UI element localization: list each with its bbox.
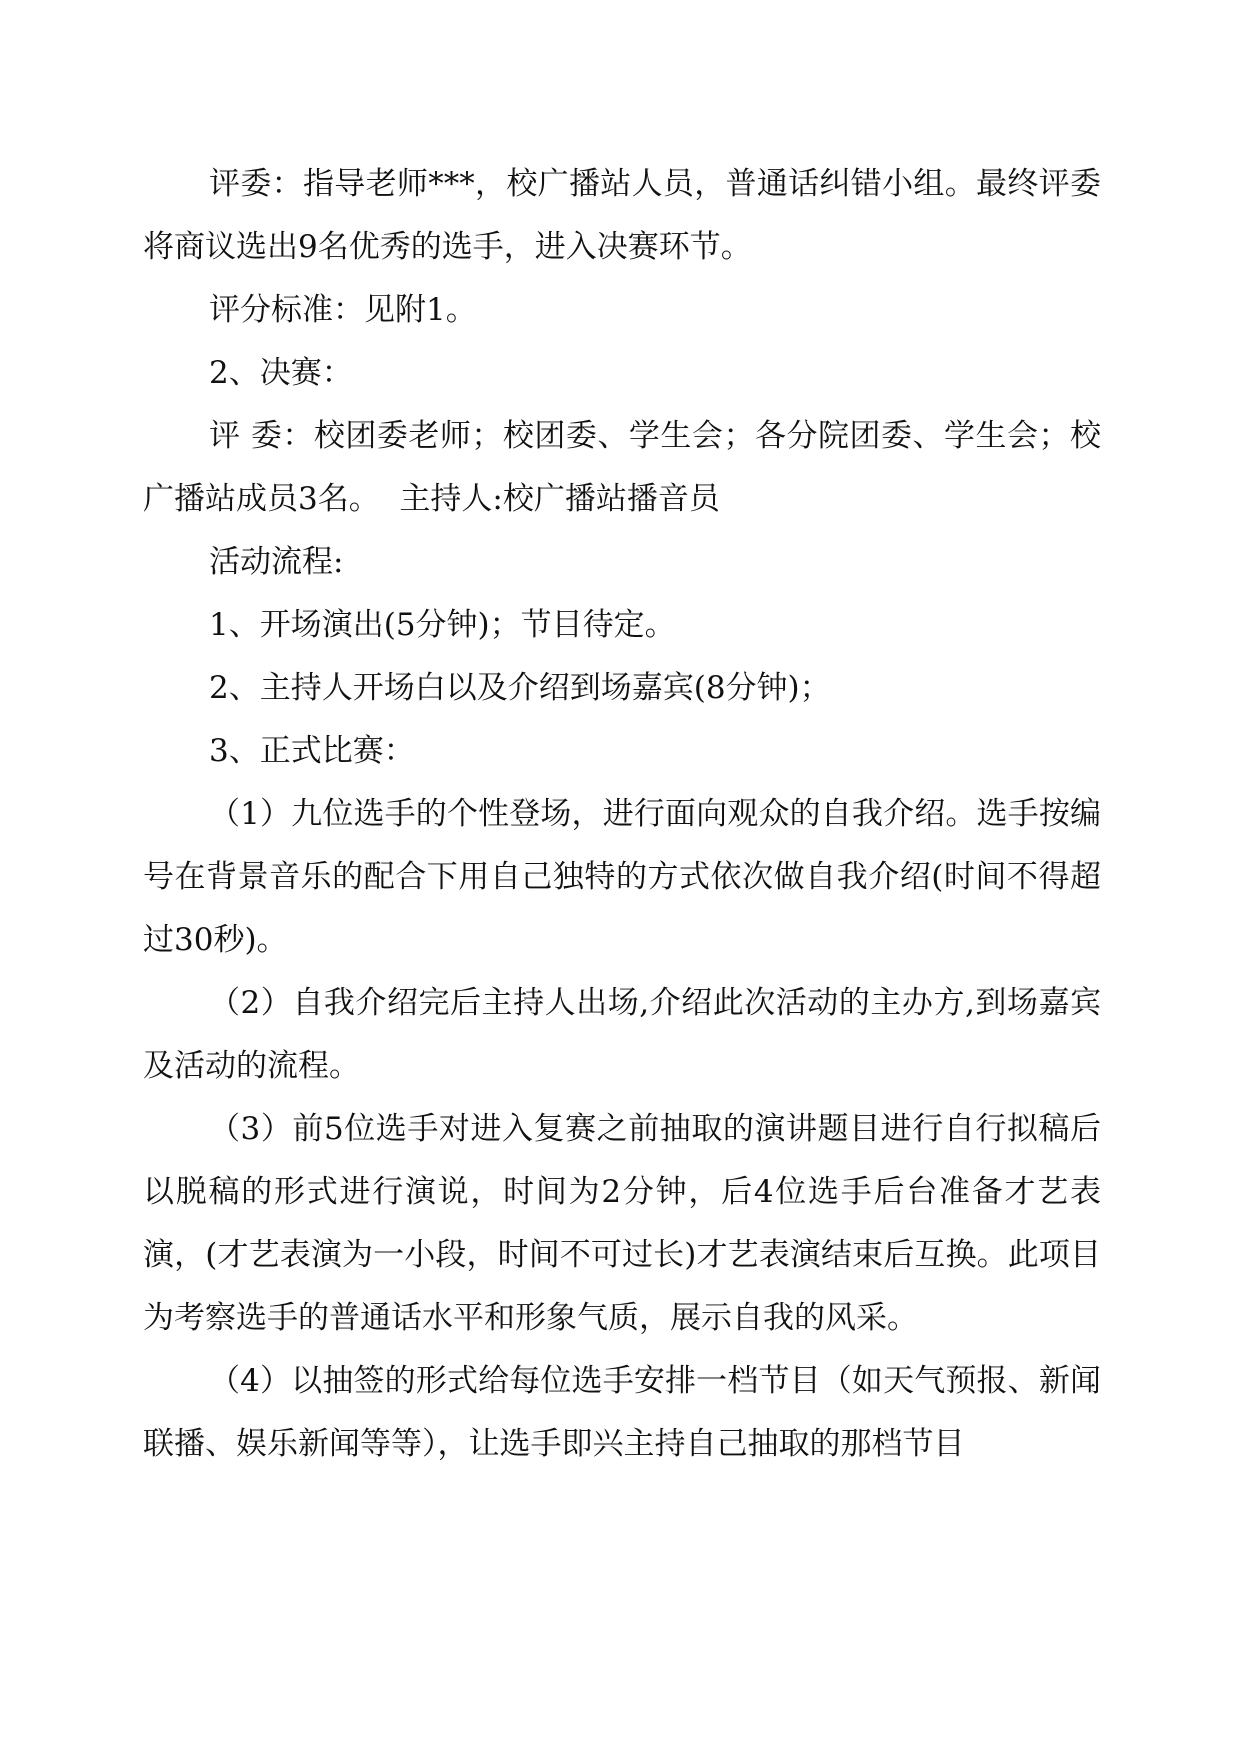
paragraph-judges-prelim: 评委：指导老师***，校广播站人员，普通话纠错小组。最终评委将商议选出9名优秀的选手，进入决赛环节。 bbox=[143, 166, 1101, 265]
paragraph-host-opening: 2、主持人开场白以及介绍到场嘉宾(8分钟)； bbox=[209, 670, 831, 706]
paragraph-item-1: （1）九位选手的个性登场，进行面向观众的自我介绍。选手按编号在背景音乐的配合下用自己独特的方式依次做自我介绍(时间不得超过30秒)。 bbox=[143, 796, 1101, 958]
paragraph-item-2: （2）自我介绍完后主持人出场,介绍此次活动的主办方,到场嘉宾及活动的流程。 bbox=[143, 985, 1101, 1084]
paragraph-formal-competition: 3、正式比赛： bbox=[209, 733, 415, 769]
paragraph-activity-flow-heading: 活动流程: bbox=[209, 544, 344, 580]
paragraph-scoring-criteria: 评分标准：见附1。 bbox=[209, 292, 477, 328]
paragraph-item-3: （3）前5位选手对进入复赛之前抽取的演讲题目进行自行拟稿后以脱稿的形式进行演说，时间为2分钟，后4位选手后台准备才艺表演，(才艺表演为一小段，时间不可过长)才艺表演结束后互换。此项目为考察选手的普通话水平和形象气质，展示自我的风采。 bbox=[143, 1111, 1101, 1336]
document-body bbox=[143, 153, 1101, 1476]
paragraph-final-heading: 2、决赛： bbox=[209, 355, 353, 391]
paragraph-judges-final: 评 委：校团委老师；校团委、学生会；各分院团委、学生会；校广播站成员3名。 主持人:校广播站播音员 bbox=[143, 418, 1101, 517]
paragraph-opening-performance: 1、开场演出(5分钟)；节目待定。 bbox=[209, 607, 676, 643]
paragraph-item-4: （4）以抽签的形式给每位选手安排一档节目（如天气预报、新闻联播、娱乐新闻等等），让选手即兴主持自己抽取的那档节目 bbox=[143, 1363, 1101, 1462]
